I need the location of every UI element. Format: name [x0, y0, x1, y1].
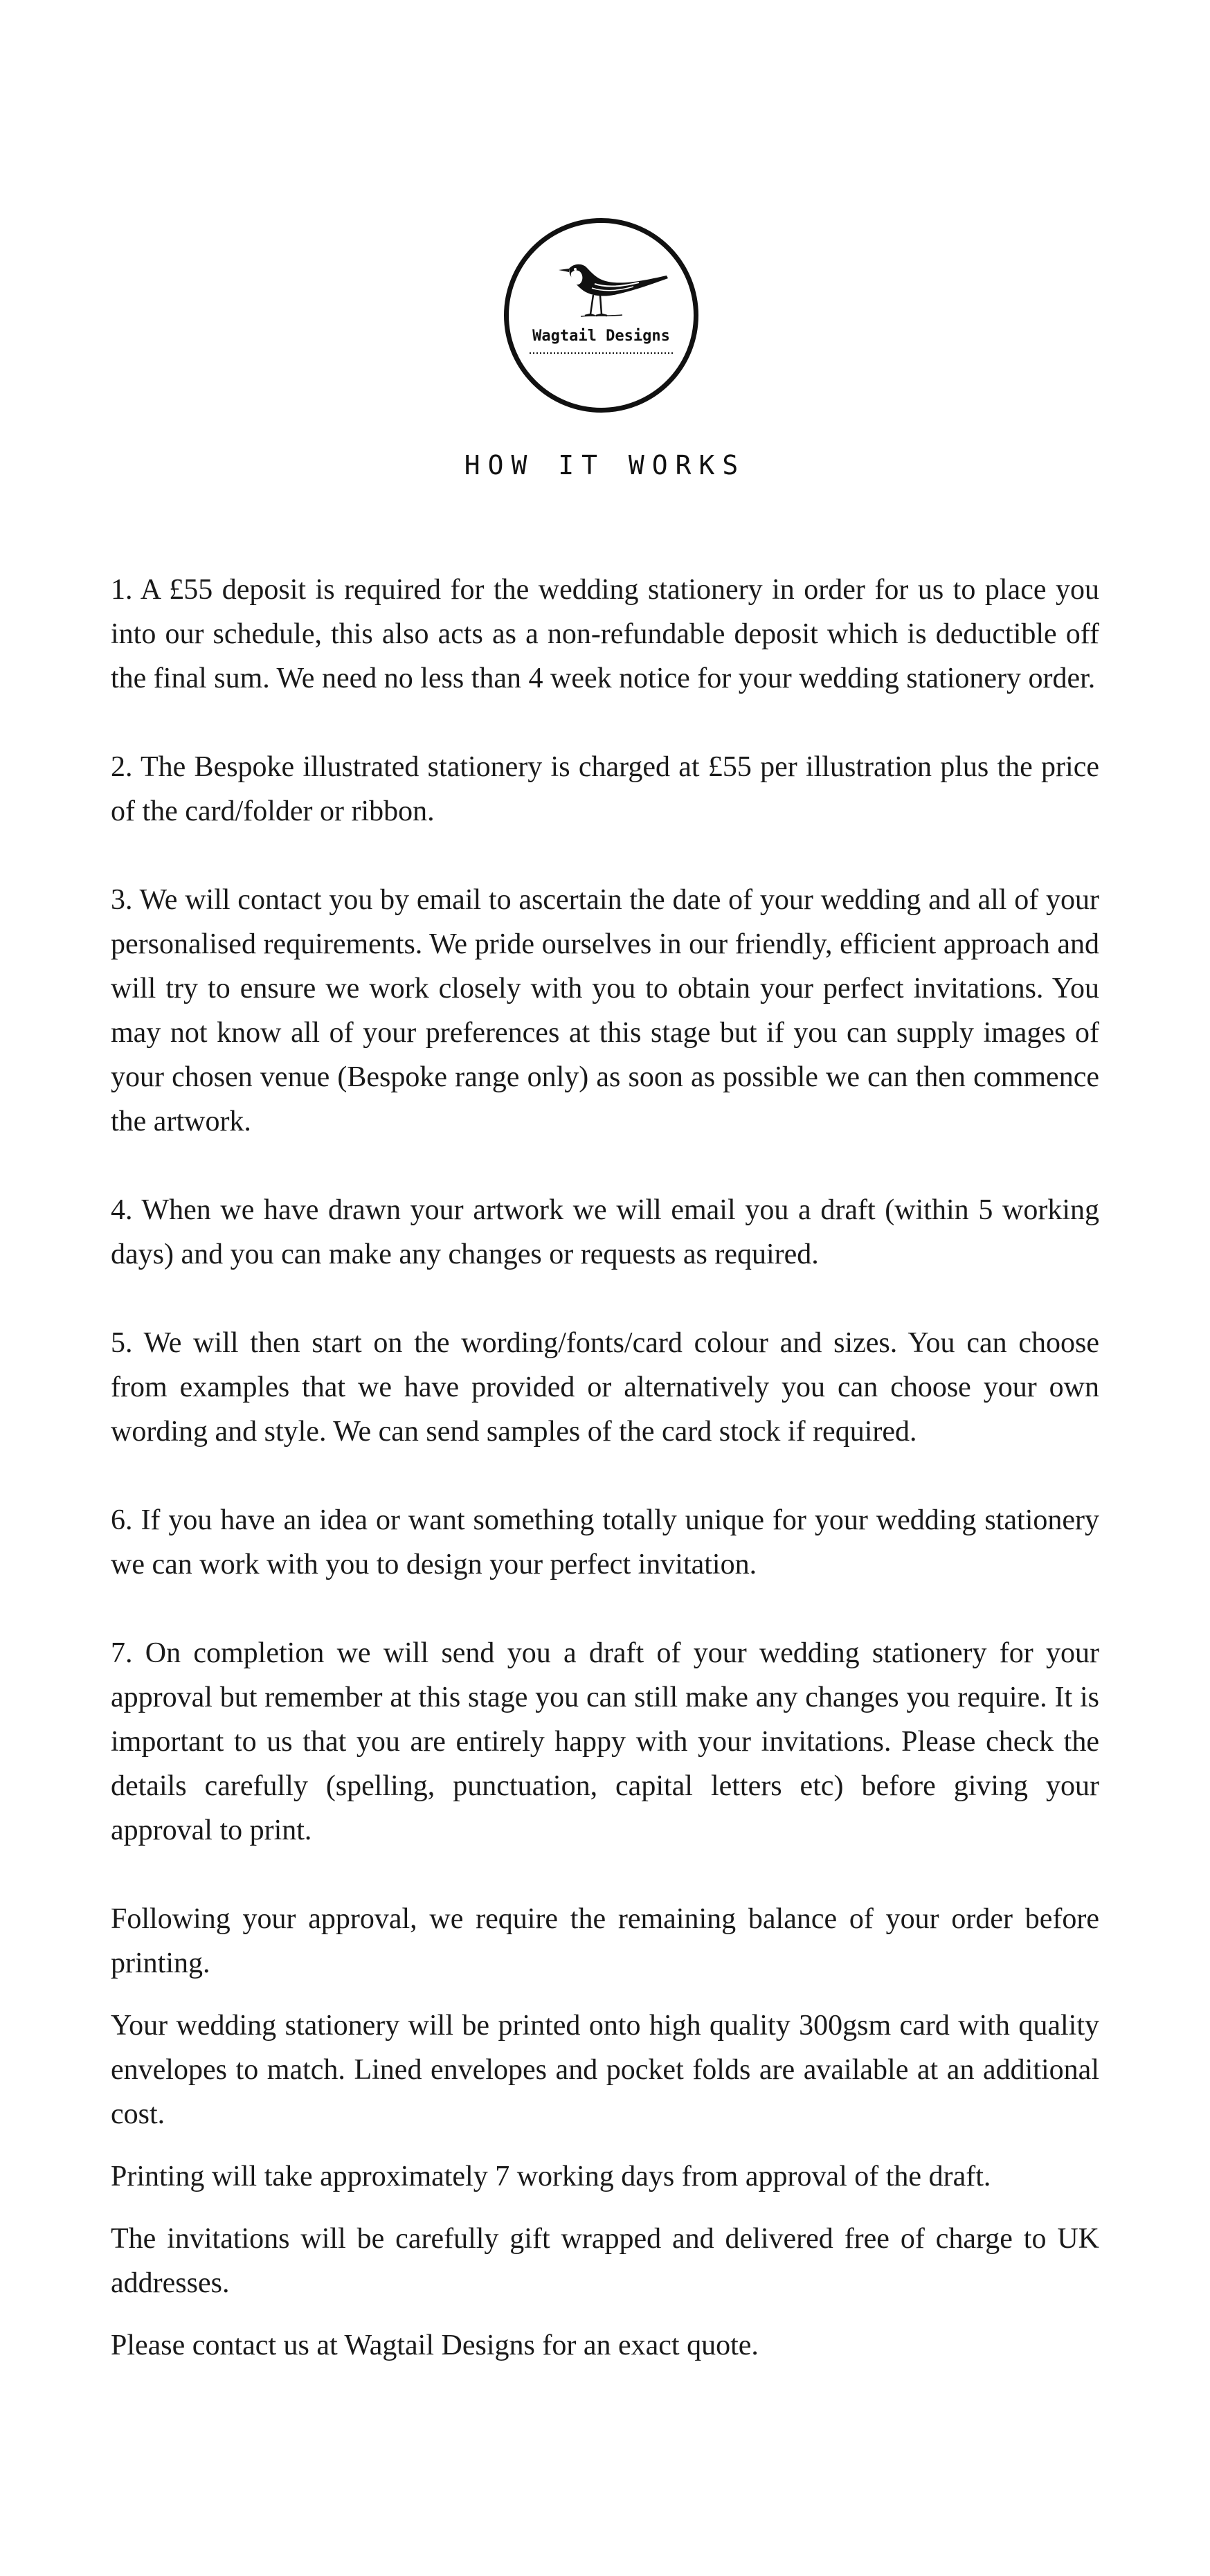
step-3: 3. We will contact you by email to ascertain the date of your wedding and all of your personalised requirements. We pride ourselves in our friendly, efficient approach and will try to ensure we work closely with you to obtain your perfect invitations. You may not know all of your preferences at this stage but if you can supply images of your chosen venue (Bespoke range only) as soon as possible we can then commence the artwork.: [111, 884, 1099, 1137]
step-6: 6. If you have an idea or want something totally unique for your wedding stationery we can work with you to design your perfect invitation.: [111, 1504, 1099, 1580]
page-content: [111, 568, 1099, 2386]
step-2: 2. The Bespoke illustrated stationery is charged at £55 per illustration plus the price of the card/folder or ribbon.: [111, 751, 1099, 827]
brand-logo: [503, 217, 699, 413]
closing-paragraph-delivery: The invitations will be carefully gift wrapped and delivered free of charge to UK addresses.: [111, 2223, 1099, 2299]
closing-paragraph-approval: Following your approval, we require the remaining balance of your order before printing.: [111, 1903, 1099, 1979]
step-7: 7. On completion we will send you a draft of your wedding stationery for your approval but remember at this stage you can still make any changes you require. It is important to us that you are entirely happy with your invitations. Please check the details carefully (spelling, punctuation, capital letters etc) before giving your approval to print.: [111, 1637, 1099, 1846]
step-4: 4. When we have drawn your artwork we will email you a draft (within 5 working days) and you can make any changes or requests as required.: [111, 1194, 1099, 1270]
closing-paragraph-printing-time: Printing will take approximately 7 working days from approval of the draft.: [111, 2161, 991, 2192]
closing-paragraph-contact: Please contact us at Wagtail Designs for an exact quote.: [111, 2330, 759, 2361]
step-5: 5. We will then start on the wording/fonts/card colour and sizes. You can choose from examples that we have provided or alternatively you can choose your own wording and style. We can send samples of the card stock if required.: [111, 1327, 1099, 1448]
wagtail-bird-icon: [503, 217, 699, 413]
page-title: HOW IT WORKS: [464, 450, 746, 480]
step-1: 1. A £55 deposit is required for the wedding stationery in order for us to place you into our schedule, this also acts as a non-refundable deposit which is deductible off the final sum. We need no less than 4 week notice for your wedding stationery order.: [111, 574, 1099, 694]
closing-paragraph-printing-quality: Your wedding stationery will be printed onto high quality 300gsm card with quality envelopes to match. Lined envelopes and pocket folds are available at an additional cost.: [111, 2010, 1099, 2130]
logo-text: Wagtail Designs: [532, 327, 670, 345]
